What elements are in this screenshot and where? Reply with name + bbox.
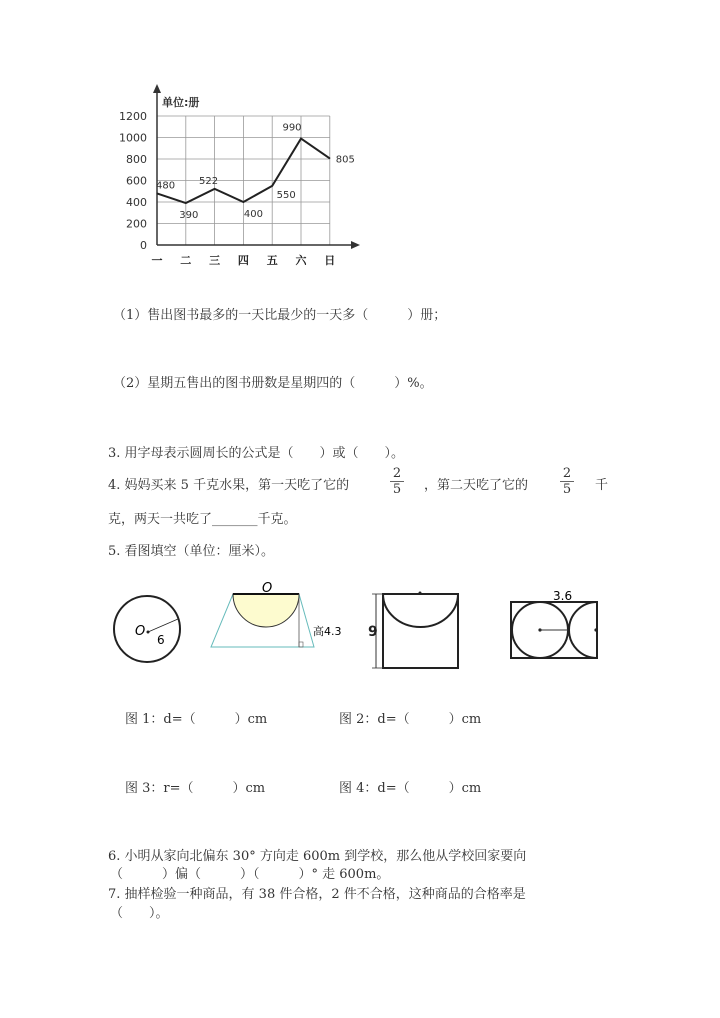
x-tick-label: 六 (295, 254, 307, 267)
question-3: 3. 用字母表示圆周长的公式是（ ）或（ ）。 (108, 446, 405, 461)
x-tick-label: 五 (266, 254, 278, 267)
unit-label: 单位:册 (162, 96, 200, 109)
question-4-part-a: 4. 妈妈买来 5 千克水果，第一天吃了它的 (108, 478, 350, 493)
data-label: 550 (276, 189, 296, 201)
fraction-two-fifths: $\frac{2}{5}$ (560, 466, 574, 497)
answer-figure-2: 图 2：d=（ ）cm (339, 712, 482, 727)
data-label: 400 (243, 209, 263, 220)
y-tick-label: 1200 (119, 110, 147, 123)
y-tick-label: 600 (126, 174, 147, 188)
question-7-line-1: 7. 抽样检验一种商品，有 38 件合格，2 件不合格，这种商品的合格率是 (108, 887, 526, 902)
data-point (272, 185, 273, 186)
question-4-part-b: ，第二天吃了它的 (424, 478, 529, 493)
center-label: O (262, 581, 273, 596)
question-2-1: （1）售出图书最多的一天比最少的一天多（ ）册； (113, 308, 447, 323)
question-2-2: （2）星期五售出的图书册数是星期四的（ ）%。 (113, 376, 433, 391)
answer-figure-1: 图 1：d=（ ）cm (125, 712, 268, 727)
x-tick-label: 一 (151, 254, 163, 267)
data-point (243, 202, 244, 203)
data-label: 990 (282, 122, 302, 134)
y-tick-label: 1000 (119, 131, 147, 145)
question-4-part-c: 千 (595, 478, 609, 493)
y-tick-label: 200 (126, 217, 147, 231)
figure-1-circle (114, 596, 180, 662)
side-label: 9 (368, 624, 378, 640)
length-label: 3.6 (553, 589, 573, 603)
y-axis-arrow (153, 84, 161, 93)
figure-3-square (368, 592, 458, 669)
x-tick-label: 四 (237, 254, 249, 267)
y-tick-label: 400 (126, 196, 147, 209)
figure-2-trapezoid (211, 581, 342, 647)
data-label: 522 (199, 175, 219, 187)
data-label: 480 (156, 180, 176, 192)
data-point (214, 188, 215, 189)
question-6-line-1: 6. 小明从家向北偏东 30° 方向走 600m 到学校，那么他从学校回家要向 (108, 849, 527, 864)
question-4-part-d: 克，两天一共吃了_______千克。 (108, 512, 297, 527)
data-point (301, 138, 302, 139)
height-label: 高4.3 (313, 625, 342, 638)
x-tick-label: 三 (209, 254, 221, 267)
answer-figure-4: 图 4：d=（ ）cm (339, 781, 482, 796)
data-label: 390 (179, 210, 199, 222)
figures (0, 580, 720, 700)
question-7-line-2: （ ）。 (110, 906, 169, 921)
data-point (329, 158, 330, 159)
data-point (157, 193, 158, 194)
y-tick-label: 0 (140, 239, 147, 252)
answer-figure-3: 图 3：r=（ ）cm (125, 781, 266, 796)
data-point (185, 203, 186, 204)
figure-4-rectangle (511, 589, 598, 658)
radius-label: 6 (157, 633, 165, 647)
x-tick-label: 二 (180, 254, 192, 267)
question-6-line-2: （ ）偏（ ）（ ）° 走 600m。 (110, 867, 390, 882)
y-tick-label: 800 (126, 153, 147, 166)
data-label: 805 (335, 154, 355, 166)
question-5: 5. 看图填空（单位：厘米）。 (108, 544, 275, 559)
center-label: O (135, 624, 146, 639)
x-tick-label: 日 (324, 254, 336, 267)
fraction-two-fifths: $\frac{2}{5}$ (390, 466, 404, 497)
x-axis-arrow (351, 241, 360, 249)
line-chart (0, 0, 720, 280)
